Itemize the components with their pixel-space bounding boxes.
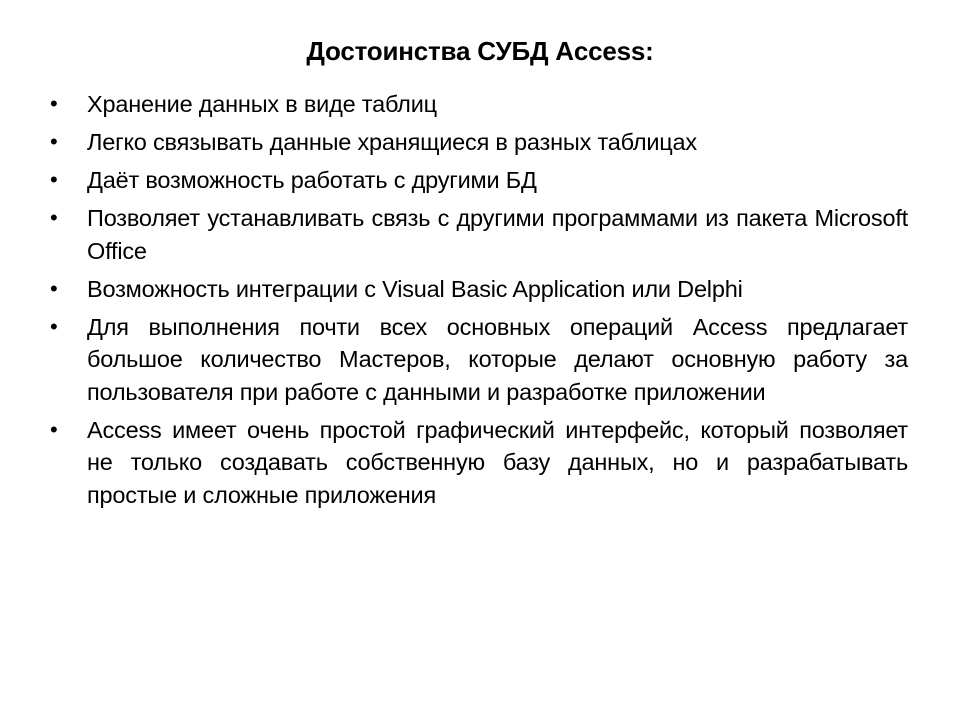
list-item-text: Даёт возможность работать с другими БД [87,167,537,193]
bullet-icon: • [50,167,58,192]
list-item [48,273,908,306]
list-item-text: Для выполнения почти всех основных операций Access предлагает большое количество Мастеров, которые делают основную работу за пользователя при работе с данными и разработке приложении [87,313,908,405]
bullet-icon: • [50,275,58,301]
slide-title: Достоинства СУБД Access: [306,36,654,66]
bullet-icon: • [50,313,58,339]
bullet-icon: • [50,91,58,116]
bullet-icon: • [50,129,58,154]
list-item [48,414,908,512]
bullet-list [48,88,908,517]
list-item [48,126,908,159]
list-item-text: Возможность интеграции с Visual Basic Application или Delphi [87,275,743,302]
list-item-text: Легко связывать данные хранящиеся в разных таблицах [87,129,697,155]
list-item [48,202,908,267]
list-item [48,164,908,197]
list-item-text: Access имеет очень простой графический интерфейс, который позволяет не только создавать собственную базу данных, но и разрабатывать простые и сложные приложения [87,416,908,508]
list-item-text: Хранение данных в виде таблиц [87,91,437,117]
list-item [48,88,908,121]
bullet-icon: • [50,416,58,442]
list-item-text: Позволяет устанавливать связь с другими программами из пакета Microsoft Office [87,205,908,264]
list-item [48,311,908,409]
bullet-icon: • [50,205,58,230]
